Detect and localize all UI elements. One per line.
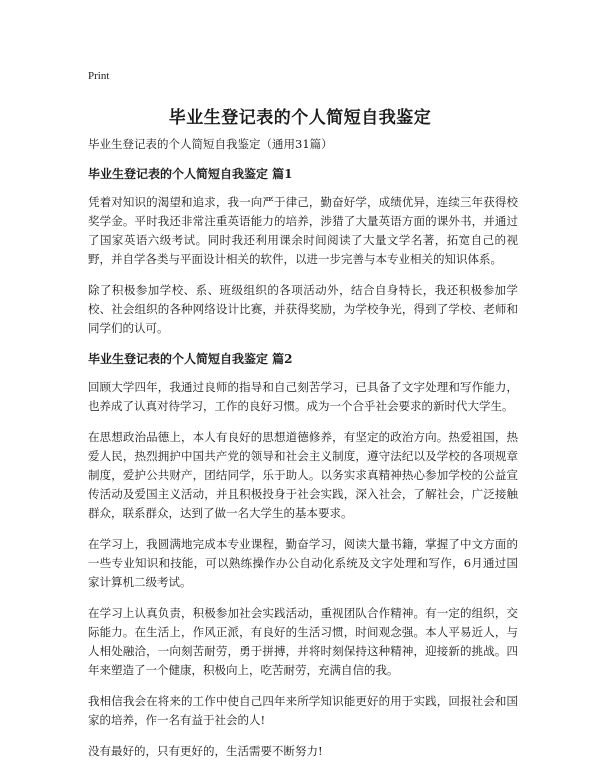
paragraph: 除了积极参加学校、系、班级组织的各项活动外，结合自身特长，我还积极参加学校、社会组织的各种网络设计比赛，并获得奖励，为学校争光，得到了学校、老师和同学们的认可。 bbox=[88, 283, 518, 335]
section-heading-2: 毕业生登记表的个人简短自我鉴定 篇2 bbox=[88, 352, 293, 366]
paragraph: 凭着对知识的渴望和追求，我一向严于律己，勤奋好学，成绩优异，连续三年获得校奖学金。平时我还非常注重英语能力的培养，涉猎了大量英语方面的课外书，并通过了国家英语六级考试。同时我还利用课余时间阅读了大量文学名著，拓宽自己的视野，并自学各类与平面设计相关的软件，以进一步完善与本专业相关的知识体系。 bbox=[88, 195, 518, 266]
paragraph: 在学习上，我圆满地完成本专业课程，勤奋学习，阅读大量书籍，掌握了中文方面的一些专业知识和技能，可以熟练操作办公自动化系统及文字处理和写作，6月通过国家计算机二级考试。 bbox=[88, 537, 518, 589]
paragraph: 我相信我会在将来的工作中使自己四年来所学知识能更好的用于实践，回报社会和国家的培养，作一名有益于社会的人! bbox=[88, 694, 518, 727]
paragraph: 没有最好的，只有更好的，生活需要不断努力! bbox=[88, 744, 323, 758]
paragraph: 在思想政治品德上，本人有良好的思想道德修养，有坚定的政治方向。热爱祖国，热爱人民，热烈拥护中国共产党的领导和社会主义制度，遵守法纪以及学校的各项规章制度，爱护公共财产，团结同学，乐于助人。以务实求真精神热心参加学校的公益宣传活动及爱国主义活动，并且积极投身于社会实践，深入社会，了解社会，广泛接触群众，联系群众，达到了做一名大学生的基本要求。 bbox=[88, 430, 518, 520]
document-body bbox=[88, 135, 518, 773]
section-heading-1: 毕业生登记表的个人简短自我鉴定 篇1 bbox=[88, 167, 293, 181]
print-label[interactable]: Print bbox=[88, 70, 110, 82]
paragraph: 在学习上认真负责，积极参加社会实践活动，重视团队合作精神。有一定的组织，交际能力。在生活上，作风正派，有良好的生活习惯，时间观念强。本人平易近人，与人相处融洽，一向刻苦耐劳，勇于拼搏，并将时刻保持这种精神，迎接新的挑战。四年来塑造了一个健康，积极向上，吃苦耐劳，充满自信的我。 bbox=[88, 606, 518, 677]
document-subtitle: 毕业生登记表的个人简短自我鉴定（通用31篇） bbox=[88, 137, 333, 151]
document-title: 毕业生登记表的个人简短自我鉴定 bbox=[168, 108, 432, 128]
paragraph: 回顾大学四年，我通过良师的指导和自己刻苦学习，已具备了文字处理和写作能力，也养成了认真对待学习，工作的良好习惯。成为一个合乎社会要求的新时代大学生。 bbox=[88, 380, 518, 413]
